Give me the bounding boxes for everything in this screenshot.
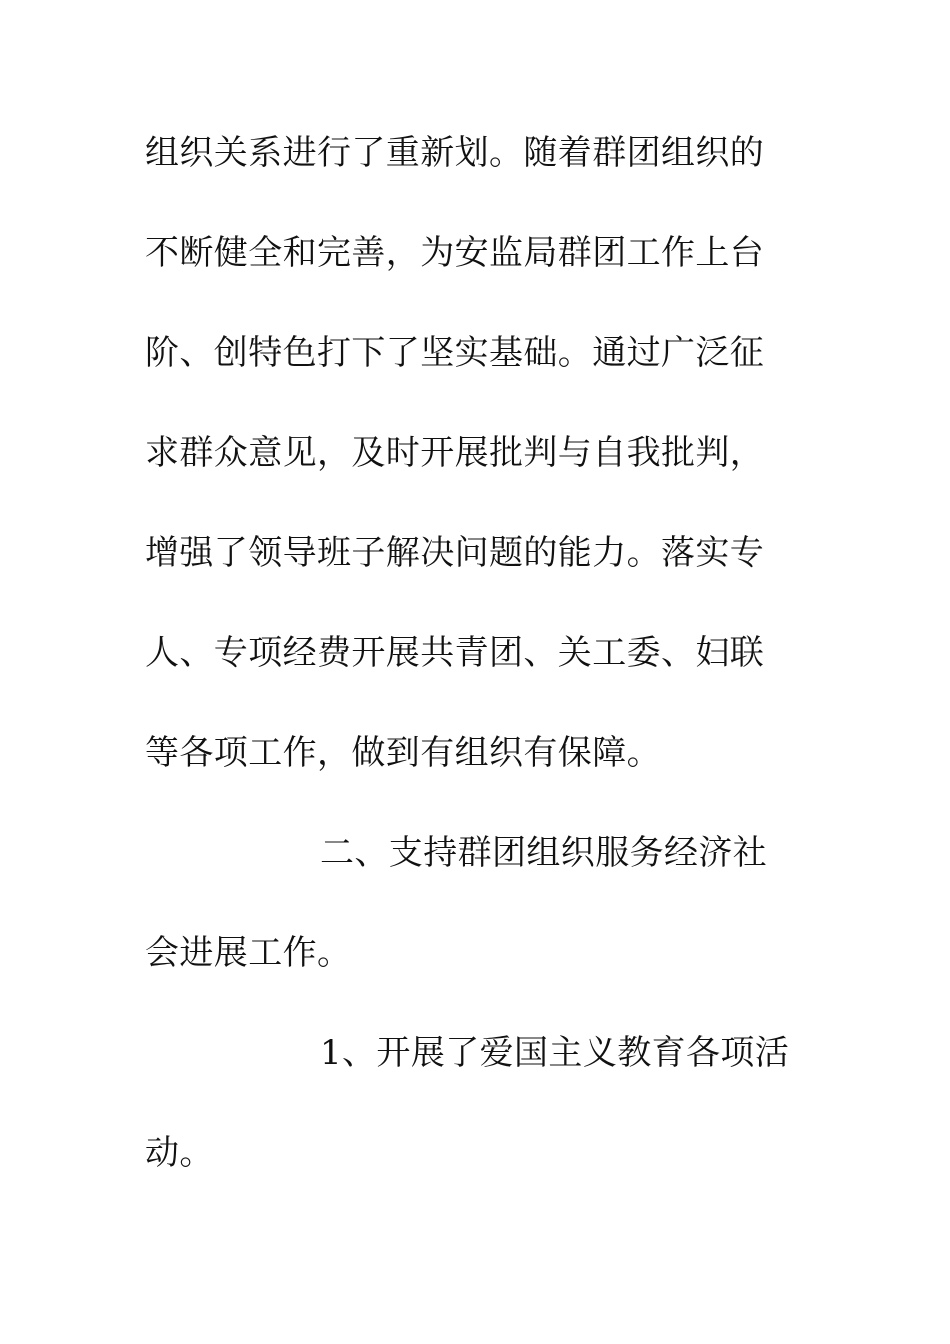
body-text-line: 人、专项经费开展共青团、关工委、妇联: [145, 633, 765, 673]
section-heading: 二、支持群团组织服务经济社: [320, 833, 768, 873]
section-heading-continued: 会进展工作。: [145, 933, 352, 973]
numbered-item-heading-continued: 动。: [145, 1133, 214, 1173]
body-text-line: 阶、创特色打下了坚实基础。通过广泛征: [145, 333, 765, 373]
numbered-item-heading: 1、开展了爱国主义教育各项活: [320, 1033, 790, 1073]
body-text-line: 不断健全和完善，为安监局群团工作上台: [145, 233, 765, 273]
body-text-line: 组织关系进行了重新划。随着群团组织的: [145, 133, 765, 173]
body-text-line: 等各项工作，做到有组织有保障。: [145, 733, 661, 773]
body-text-line: 求群众意见，及时开展批判与自我批判，: [145, 433, 765, 473]
body-text-line: 增强了领导班子解决问题的能力。落实专: [145, 533, 765, 573]
